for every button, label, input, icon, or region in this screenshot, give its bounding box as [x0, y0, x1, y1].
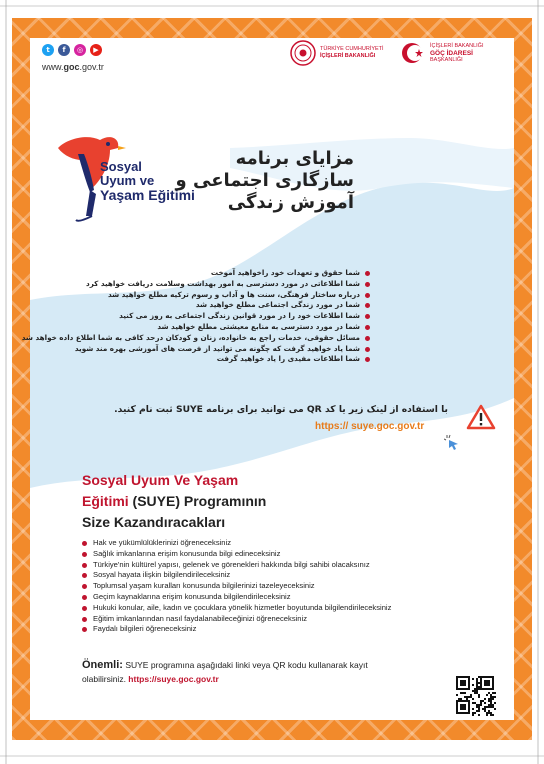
list-item: Hak ve yükümlülüklerinizi öğreneceksiniz: [82, 538, 391, 549]
list-item: شما یاد خواهید گرفت که چگونه می توانید از فرصت های آموزشی بهره مند شوید: [0, 344, 370, 355]
list-item: Türkiye'nin kültürel yapısı, gelenek ve görenekleri hakkında bilgi sahibi olacaksınız: [82, 560, 391, 571]
important-label: Önemli:: [82, 659, 123, 671]
crescent-star-icon: [400, 40, 426, 66]
persian-register-text: با استفاده از لینک زیر یا کد QR می توانید برای برنامه SUYE ثبت نام کنید.: [114, 404, 448, 415]
facebook-icon[interactable]: f: [58, 44, 70, 56]
important-note: [82, 658, 402, 686]
turkish-title: [82, 470, 266, 533]
goc-line1: İÇİŞLERİ BAKANLIĞI: [430, 42, 484, 49]
turkish-benefits-list: [82, 538, 391, 635]
ministry-logo: [290, 40, 384, 66]
important-link[interactable]: https://suye.goc.gov.tr: [128, 674, 219, 684]
warning-icon: [466, 404, 496, 430]
turkish-title-line3: Size Kazandıracakları: [82, 514, 226, 530]
website-link[interactable]: www.goc.gov.tr: [42, 62, 104, 72]
persian-benefits-list: [0, 268, 370, 365]
list-item: شما اطلاعاتی در مورد دسترسی به امور بهداشت وسلامت دریافت خواهید کرد: [0, 279, 370, 290]
logo-line1: Sosyal: [100, 159, 142, 174]
list-item: شما اطلاعات مفیدی را یاد خواهید گرفت: [0, 354, 370, 365]
list-item: شما در مورد زندگی اجتماعی مطلع خواهید شد: [0, 300, 370, 311]
persian-register-link[interactable]: https:// suye.goc.gov.tr: [315, 421, 425, 432]
youtube-icon[interactable]: ▶: [90, 44, 102, 56]
goc-idaresi-logo: [400, 40, 484, 66]
persian-title-line2: سازگاری اجتماعی و: [175, 170, 354, 191]
list-item: شما در مورد دسترسی به منابع معیشتی مطلع خواهید شد: [0, 322, 370, 333]
list-item: Toplumsal yaşam kuralları konusunda bilgilerinizi tazeleyeceksiniz: [82, 581, 391, 592]
social-icons: [42, 44, 102, 56]
ministry-line1: TÜRKİYE CUMHURİYETİ: [320, 46, 384, 52]
twitter-icon[interactable]: t: [42, 44, 54, 56]
goc-line2: GÖÇ İDARESİ: [430, 49, 473, 57]
instagram-icon[interactable]: ◎: [74, 44, 86, 56]
turkish-title-line1: Sosyal Uyum Ve Yaşam: [82, 472, 239, 488]
list-item: Sosyal hayata ilişkin bilgilendirileceksiniz: [82, 570, 391, 581]
list-item: Geçim kaynaklarına erişim konusunda bilgilendirileceksiniz: [82, 592, 391, 603]
persian-title-line3: آموزش زندگی: [227, 192, 354, 213]
list-item: شما حقوق و تعهدات خود راخواهید آموخت: [0, 268, 370, 279]
list-item: مسائل حقوقی، خدمات راجع به خانواده، زنان و کودکان درحد کافی به شما اطلاع داده خواهد شد: [0, 333, 370, 344]
logo-line3: Yaşam Eğitimi: [100, 187, 195, 203]
logo-line2: Uyum ve: [100, 173, 155, 188]
turkish-title-line2: Eğitimi (SUYE) Programının: [82, 493, 267, 509]
list-item: Hukuki konular, aile, kadın ve çocuklara yönelik hizmetler boyutunda bilgilendirileceksiniz: [82, 603, 391, 614]
persian-title-line1: مزایای برنامه: [235, 148, 354, 169]
list-item: Faydalı bilgileri öğreneceksiniz: [82, 624, 391, 635]
important-text: SUYE programına aşağıdaki linki veya QR kodu kullanarak kayıt olabilirsiniz.: [82, 660, 368, 684]
persian-title: [176, 148, 354, 214]
list-item: Sağlık imkanlarına erişim konusunda bilgi edineceksiniz: [82, 549, 391, 560]
list-item: شما اطلاعات خود را در مورد قوانین زندگی اجتماعی به روز می کنید: [0, 311, 370, 322]
list-item: Eğitim imkanlarından nasıl faydalanabileceğinizi öğreneceksiniz: [82, 614, 391, 625]
click-cursor-icon: [444, 434, 460, 450]
ministry-seal-icon: [290, 40, 316, 66]
goc-line3: BAŞKANLIĞI: [430, 56, 463, 63]
qr-code[interactable]: [456, 676, 496, 716]
ministry-line2: İÇİŞLERİ BAKANLIĞI: [320, 53, 376, 59]
list-item: درباره ساختار فرهنگی، سنت ها و آداب و رسوم ترکیه مطلع خواهید شد: [0, 290, 370, 301]
